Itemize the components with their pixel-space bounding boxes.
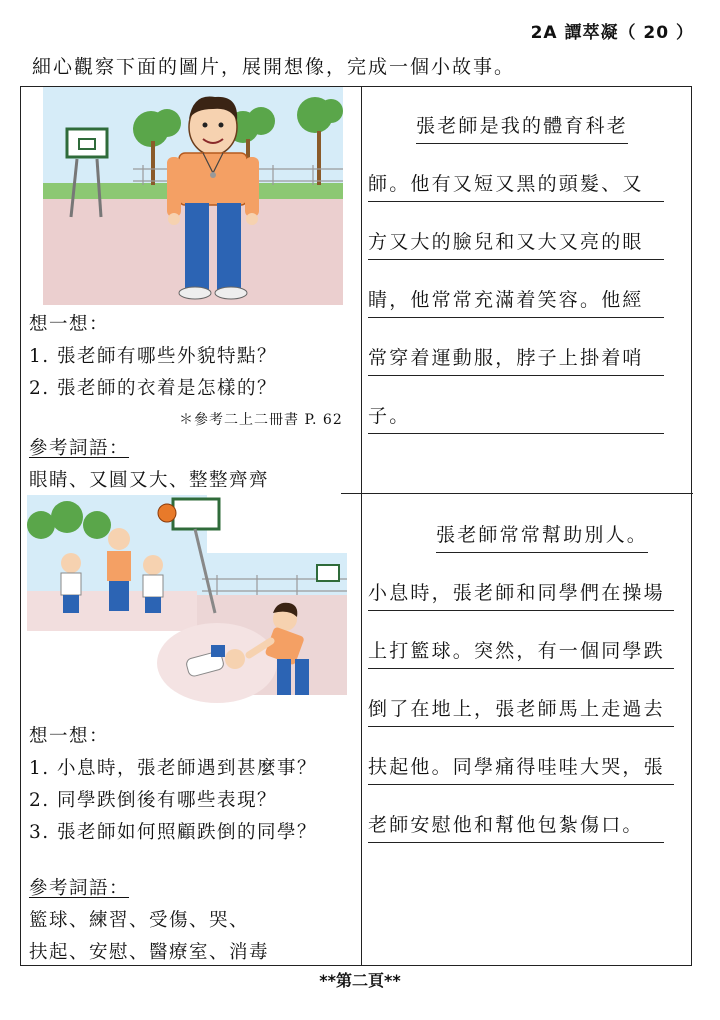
section1-questions [29, 309, 277, 405]
vocab-line-1: 籃球、練習、受傷、哭、 [29, 910, 250, 931]
story-line: 師。他有又短又黑的頭髮、又 [368, 169, 664, 202]
question-3: 3. 張老師如何照顧跌倒的同學？ [29, 822, 318, 843]
think-title: 想一想： [29, 314, 110, 335]
story-line: 子。 [368, 401, 664, 434]
story-line: 睛，他常常充滿着笑容。他經 [368, 285, 664, 318]
section2-prompt-cell [21, 495, 361, 967]
vocab-title: 參考詞語： [29, 878, 130, 899]
student-name-number: 2A 譚萃凝（ 20 ） [530, 23, 694, 43]
vocab-line-2: 扶起、安慰、醫療室、消毒 [29, 942, 270, 963]
section1-vocab [29, 433, 269, 497]
question-1: 1. 小息時，張老師遇到甚麼事？ [29, 758, 318, 779]
teacher-portrait-illustration [43, 87, 343, 305]
section1-prompt-cell [21, 87, 361, 495]
reference-note: ＊參考二上二冊書 P. 62 [179, 412, 343, 428]
page-footer: **第二頁** [319, 971, 401, 990]
instruction-text: 細心觀察下面的圖片，展開想像，完成一個小故事。 [32, 56, 516, 78]
section2-vocab [29, 873, 269, 969]
question-2: 2. 同學跌倒後有哪些表現？ [29, 790, 278, 811]
story-line: 張老師常常幫助別人。 [436, 520, 648, 553]
story-line: 小息時，張老師和同學們在操場 [368, 578, 674, 611]
question-2: 2. 張老師的衣着是怎樣的？ [29, 378, 278, 399]
story-line: 老師安慰他和幫他包紮傷口。 [368, 810, 664, 843]
section2-story-cell [362, 494, 693, 966]
think-title: 想一想： [29, 726, 110, 747]
vocab-title: 參考詞語： [29, 438, 130, 459]
basketball-accident-illustration [27, 495, 347, 717]
story-line: 方又大的臉兒和又大又亮的眼 [368, 227, 664, 260]
question-1: 1. 張老師有哪些外貌特點？ [29, 346, 278, 367]
story-line: 扶起他。同學痛得哇哇大哭，張 [368, 752, 674, 785]
section2-questions [29, 721, 317, 849]
vocab-list: 眼睛、又圓又大、整整齊齊 [29, 470, 270, 491]
story-line: 常穿着運動服，脖子上掛着哨 [368, 343, 664, 376]
worksheet-table [20, 86, 692, 966]
section1-story-cell [362, 87, 693, 493]
story-line: 倒了在地上，張老師馬上走過去 [368, 694, 674, 727]
story-line: 張老師是我的體育科老 [416, 111, 628, 144]
story-line: 上打籃球。突然，有一個同學跌 [368, 636, 674, 669]
